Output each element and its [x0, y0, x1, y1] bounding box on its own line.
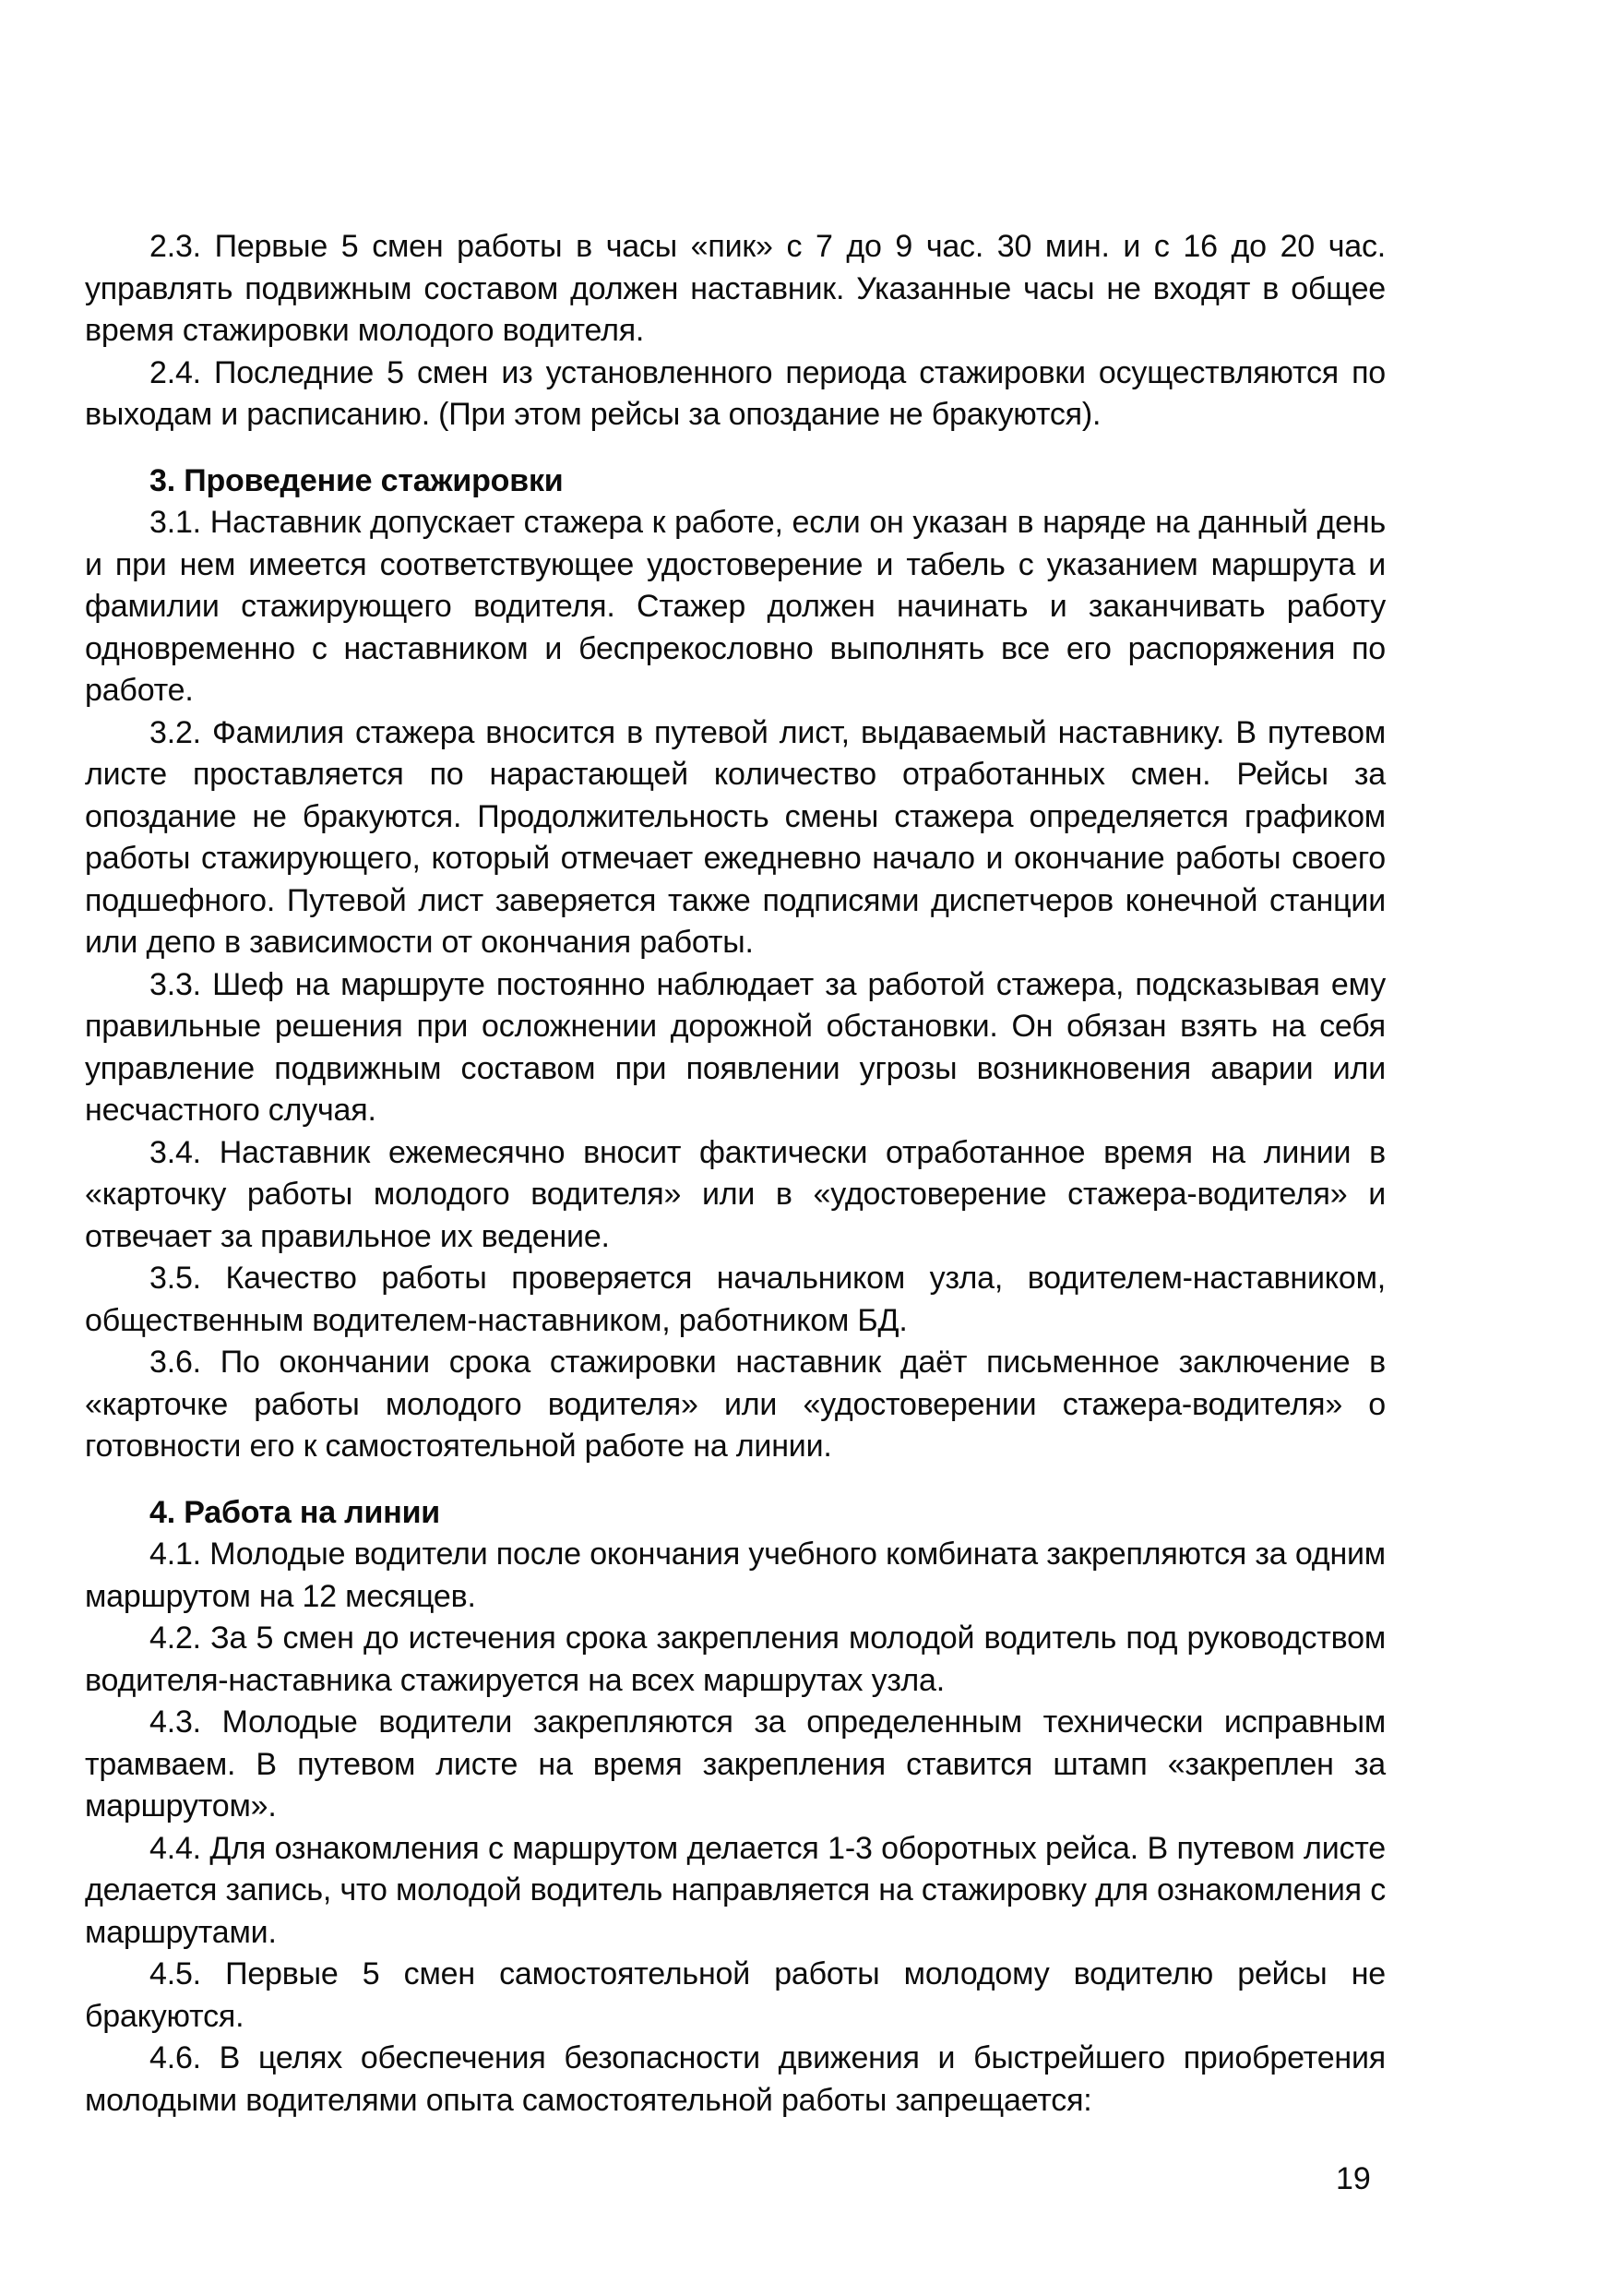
paragraph-4-6: 4.6. В целях обеспечения безопасности движения и быстрейшего приобретения молодыми водителями опыта самостоятельной работы запрещается:	[85, 2040, 1386, 2118]
paragraph-4-1: 4.1. Молодые водители после окончания учебного комбината закрепляются за одним маршрутом на 12 месяцев.	[85, 1537, 1386, 1614]
paragraph-3-2: 3.2. Фамилия стажера вносится в путевой лист, выдаваемый наставнику. В путевом листе проставляется по нарастающей количество отработанных смен. Рейсы за опоздание не бракуются. Продолжительность смены стажера определяется графиком работы стажирующего, который отмечает ежедневно начало и окончание работы своего подшефного. Путевой лист заверяется также подписями диспетчеров конечной станции или депо в зависимости от окончания работы.	[85, 714, 1386, 960]
paragraph-3-4: 3.4. Наставник ежемесячно вносит фактически отработанное время на линии в «карточку работы молодого водителя» или в «удостоверение стажера-водителя» и отвечает за правильное их ведение.	[85, 1134, 1386, 1254]
paragraph-2-3: 2.3. Первые 5 смен работы в часы «пик» с 7 до 9 час. 30 мин. и с 16 до 20 час. управлять подвижным составом должен наставник. Указанные часы не входят в общее время стажировки молодого водителя.	[85, 229, 1386, 348]
paragraph-4-2: 4.2. За 5 смен до истечения срока закрепления молодой водитель под руководством водителя-наставника стажируется на всех маршрутах узла.	[85, 1620, 1386, 1698]
paragraph-4-3: 4.3. Молодые водители закрепляются за определенным технически исправным трамваем. В путевом листе на время закрепления ставится штамп «закреплен за маршрутом».	[85, 1704, 1386, 1824]
document-page	[85, 226, 1386, 2122]
paragraph-3-5: 3.5. Качество работы проверяется начальником узла, водителем-наставником, общественным водителем-наставником, работником БД.	[85, 1261, 1386, 1338]
paragraph-3-3: 3.3. Шеф на маршруте постоянно наблюдает за работой стажера, подсказывая ему правильные решения при осложнении дорожной обстановки. Он обязан взять на себя управление подвижным составом при появлении угрозы возникновения аварии или несчастного случая.	[85, 966, 1386, 1128]
paragraph-3-1: 3.1. Наставник допускает стажера к работе, если он указан в наряде на данный день и при нем имеется соответствующее удостоверение и табель с указанием маршрута и фамилии стажирующего водителя. Стажер должен начинать и заканчивать работу одновременно с наставником и беспрекословно выполнять все его распоряжения по работе.	[85, 505, 1386, 708]
paragraph-2-4: 2.4. Последние 5 смен из установленного периода стажировки осуществляются по выходам и расписанию. (При этом рейсы за опоздание не бракуются).	[85, 354, 1386, 432]
section-3-heading: 3. Проведение стажировки	[149, 462, 564, 498]
paragraph-3-6: 3.6. По окончании срока стажировки наставник даёт письменное заключение в «карточке работы молодого водителя» или «удостоверении стажера-водителя» о готовности его к самостоятельной работе на линии.	[85, 1345, 1386, 1464]
section-4-heading: 4. Работа на линии	[149, 1494, 441, 1530]
paragraph-4-5: 4.5. Первые 5 смен самостоятельной работы молодому водителю рейсы не бракуются.	[85, 1956, 1386, 2034]
paragraph-4-4: 4.4. Для ознакомления с маршрутом делается 1-3 оборотных рейса. В путевом листе делается запись, что молодой водитель направляется на стажировку для ознакомления с маршрутами.	[85, 1830, 1386, 1950]
page-number: 19	[1336, 2161, 1371, 2196]
